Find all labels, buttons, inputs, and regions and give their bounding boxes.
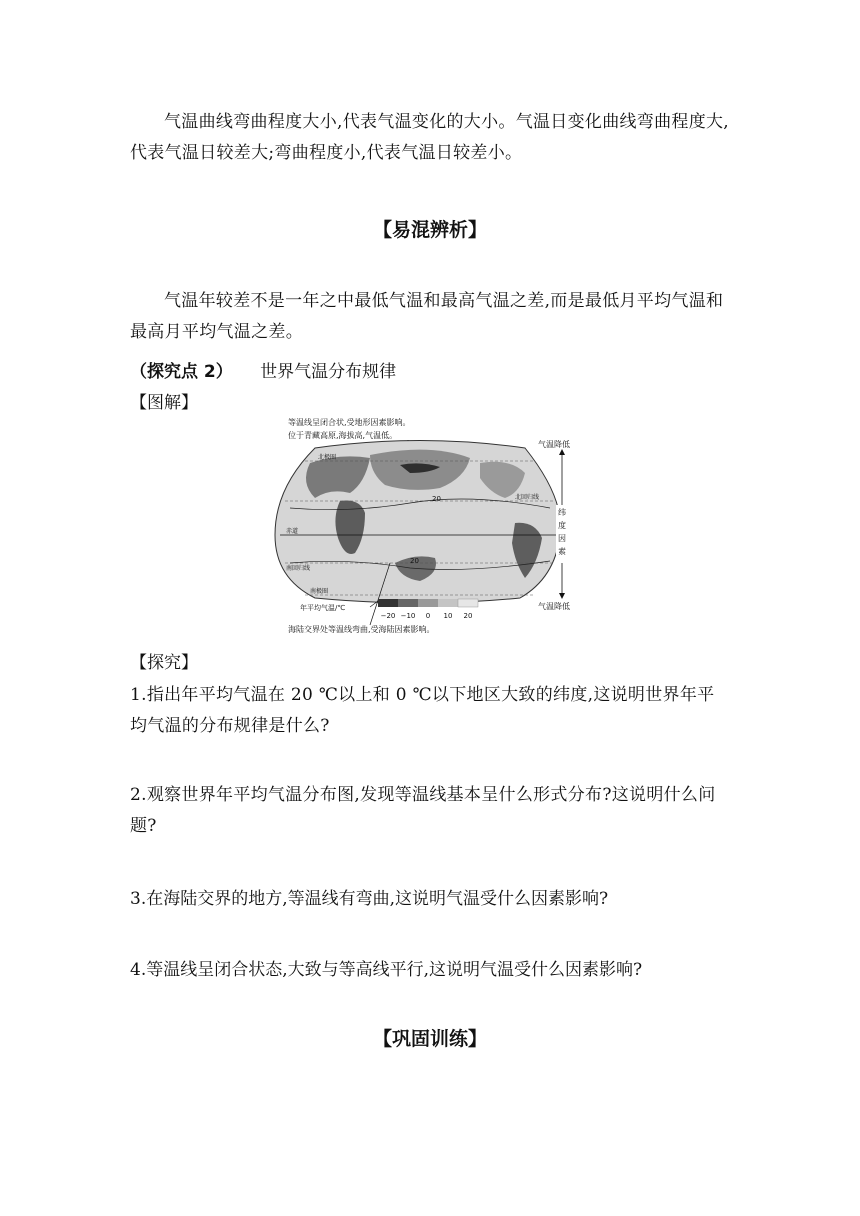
figure-bottom-note: 海陆交界处等温线弯曲,受海陆因素影响。: [288, 625, 435, 634]
paragraph-annual-range: 气温年较差不是一年之中最低气温和最高气温之差,而是最低月平均气温和最高月平均气温之差。: [130, 291, 724, 342]
legend-title: 年平均气温/℃: [300, 604, 346, 612]
label-tropic-capricorn: 南回归线: [286, 565, 311, 572]
label-arctic-circle: 北极圈: [318, 454, 337, 461]
question-2: 2.观察世界年平均气温分布图,发现等温线基本呈什么形式分布?这说明什么问题?: [130, 785, 716, 836]
world-map: [275, 441, 561, 604]
right-label-top: 气温降低: [538, 440, 570, 449]
right-vertical-char-1: 纬: [558, 508, 566, 517]
explore-point-label: （探究点 2）: [130, 362, 233, 382]
legend-tick-1: −20: [380, 612, 396, 620]
legend-tick-4: 10: [443, 612, 453, 620]
isotherm-label-north: 20: [432, 495, 441, 503]
right-label-bottom: 气温降低: [538, 602, 570, 611]
question-3: 3.在海陆交界的地方,等温线有弯曲,这说明气温受什么因素影响?: [130, 889, 609, 909]
legend-color-scale: [378, 599, 478, 607]
question-1: 1.指出年平均气温在 20 ℃以上和 0 ℃以下地区大致的纬度,这说明世界年平均气温的分布规律是什么?: [130, 685, 715, 736]
figure-heading: 【图解】: [130, 393, 198, 413]
figure-top-note-2: 位于青藏高原,海拔高,气温低。: [288, 431, 398, 440]
label-equator: 赤道: [286, 528, 299, 535]
legend-tick-3: 0: [425, 612, 431, 620]
heading-consolidation-training: 【巩固训练】: [372, 1028, 487, 1050]
world-temperature-map-figure: [270, 413, 590, 638]
right-vertical-char-2: 度: [558, 521, 566, 530]
explore-point-line: [130, 357, 396, 382]
paragraph-curve-bend: 气温曲线弯曲程度大小,代表气温变化的大小。气温日变化曲线弯曲程度大,代表气温日较差大;弯曲程度小,代表气温日较差小。: [130, 112, 730, 163]
right-vertical-char-4: 素: [558, 547, 566, 556]
label-tropic-cancer: 北回归线: [515, 494, 540, 501]
explore-heading: 【探究】: [130, 653, 198, 673]
label-antarctic-circle: 南极圈: [310, 588, 329, 595]
figure-top-note-1: 等温线呈闭合状,受地形因素影响。: [288, 418, 411, 427]
question-4: 4.等温线呈闭合状态,大致与等高线平行,这说明气温受什么因素影响?: [130, 960, 643, 980]
legend-tick-2: −10: [400, 612, 416, 620]
explore-point-title: 世界气温分布规律: [260, 362, 397, 382]
heading-confusion-analysis: 【易混辨析】: [372, 219, 487, 241]
isotherm-label-south: 20: [410, 557, 419, 565]
legend-tick-5: 20: [463, 612, 473, 620]
right-vertical-char-3: 因: [558, 534, 566, 543]
